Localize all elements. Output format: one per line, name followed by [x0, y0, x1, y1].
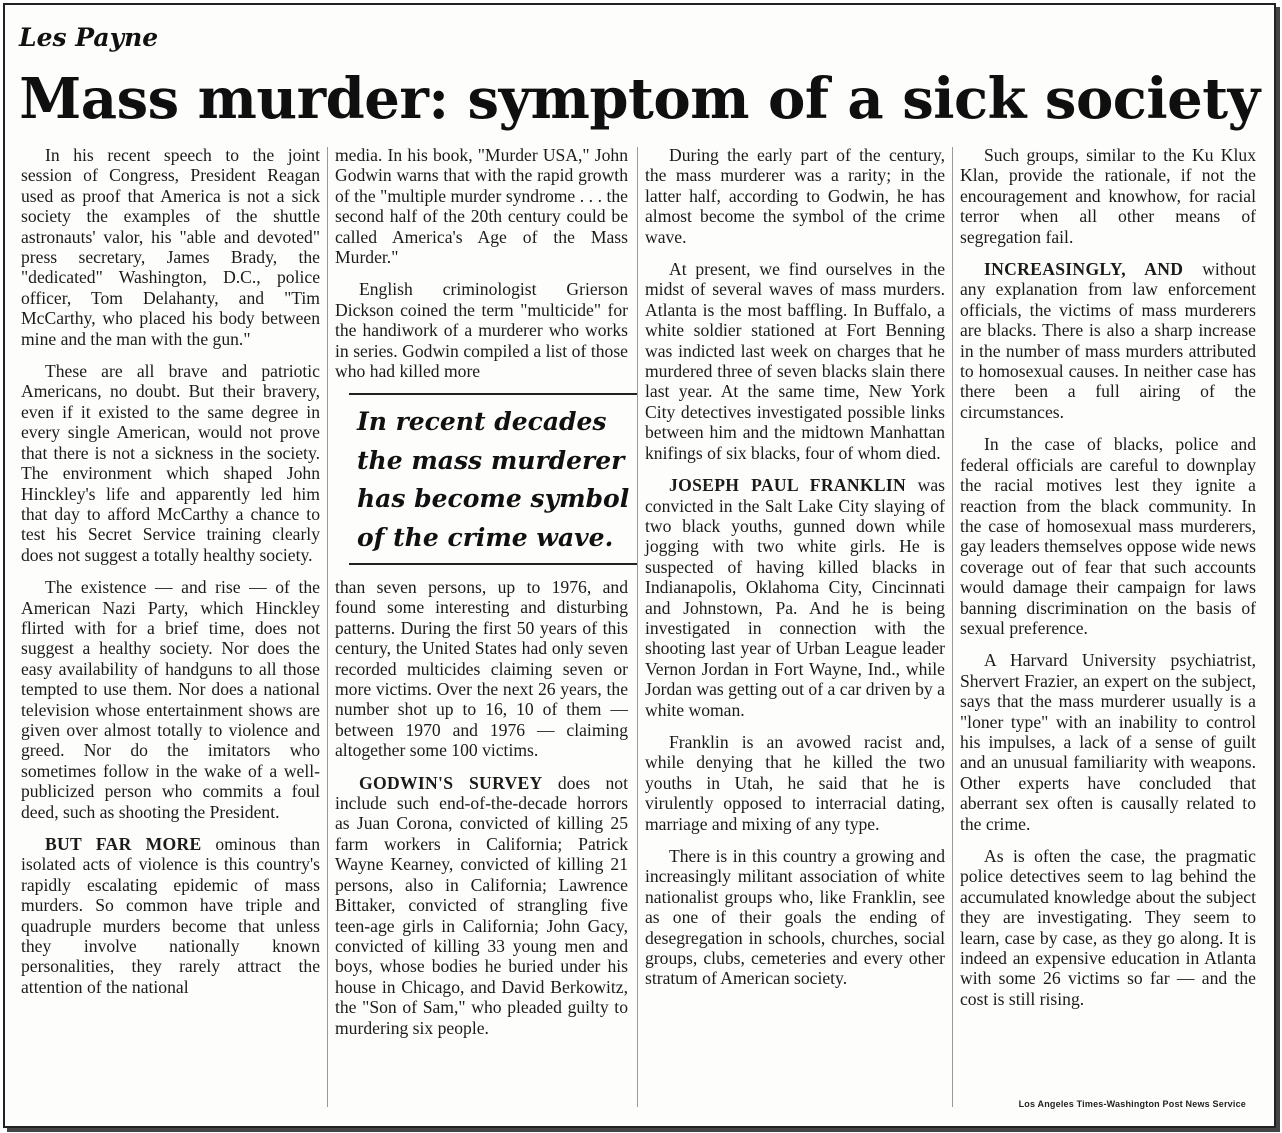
- paragraph-text: was convicted in the Salt Lake City slaying of two black youths, gunned down while jogging with two white girls. He is suspected of having killed blacks in Indianapolis, Oklahoma City, Cincinnati and Johnstown, Pa. And he is being investigated in connection with the shooting last year of Urban League leader Vernon Jordan in Fort Wayne, Ind., while Jordan was getting out of a car driven by a white woman.: [645, 475, 945, 720]
- paragraph: As is often the case, the pragmatic police detectives seem to lag behind the accumulated knowledge about the subject they are investigating. They seem to learn, case by case, as they go along. It is indeed an expensive education in Atlanta with some 26 victims so far — and the cost is still rising.: [960, 846, 1256, 1009]
- article-column-2-bottom: [335, 577, 628, 1038]
- subhead-lead: GODWIN'S SURVEY: [359, 772, 543, 793]
- paragraph: The existence — and rise — of the American Nazi Party, which Hinckley flirted with for a brief time, does not suggest a healthy society. Nor does the easy availability of handguns to all those tempted to use them. Nor does a national television whose entertainment shows are given over almost totally to violence and greed. Nor do the imitators who sometimes follow in the wake of a well-publicized person who commits a foul deed, such as shooting the President.: [21, 577, 320, 822]
- paragraph: [960, 259, 1256, 422]
- paragraph: At present, we find ourselves in the midst of several waves of mass murders. Atlanta is the most baffling. In Buffalo, a white soldier stationed at Fort Benning was indicted last week on charges that he murdered three of seven blacks slain there last year. At the same time, New York City detectives investigated possible links between him and the midtown Manhattan knifings of six blacks, four of whom died.: [645, 259, 945, 463]
- paragraph: During the early part of the century, the mass murderer was a rarity; in the latter half, according to Godwin, he has almost become the symbol of the crime wave.: [645, 145, 945, 247]
- paragraph: [335, 773, 628, 1038]
- paragraph: In his recent speech to the joint session of Congress, President Reagan used as proof that America is not a sick society the examples of the shuttle astronauts' valor, his "able and devoted" press secretary, James Brady, the "dedicated" Washington, D.C., police officer, Tom Delahanty, and "Tim McCarthy, who placed his body between mine and the man with the gun.": [21, 145, 320, 349]
- paragraph-text: does not include such end-of-the-decade horrors as Juan Corona, convicted of killing 25 farm workers in California; Patrick Wayne Kearney, convicted of killing 21 persons, also in California; Lawrence Bittaker, convicted of strangling five teen-age girls in California; John Gacy, convicted of killing 33 young men and boys, whose bodies he buried under his house in Chicago, and David Berkowitz, the "Son of Sam," who pleaded guilty to murdering six people.: [335, 772, 628, 1038]
- paragraph-text: without any explanation from law enforcement officials, the victims of mass murderers are blacks. There is also a sharp increase in the number of mass murders attributed to homosexual causes. In neither case has there been a full airing of the circumstances.: [960, 259, 1256, 422]
- column-rule: [952, 147, 953, 1107]
- article-column-1: [21, 145, 320, 997]
- wire-service-credit: Los Angeles Times-Washington Post News Service: [1018, 1099, 1246, 1109]
- paragraph: English criminologist Grierson Dickson coined the term "multicide" for the handiwork of a murderer who works in series. Godwin compiled a list of those who had killed more: [335, 279, 628, 382]
- paragraph-text: ominous than isolated acts of violence is this country's rapidly escalating epidemic of mass murders. So common have triple and quadruple murders become that unless they involve nationally known personalities, they rarely attract the attention of the national: [21, 834, 320, 997]
- paragraph: [21, 834, 320, 997]
- article-column-3: [645, 145, 945, 989]
- paragraph: Such groups, similar to the Ku Klux Klan, provide the rationale, if not the encouragement and knowhow, for racial terror when all other means of segregation fail.: [960, 145, 1256, 247]
- byline: Les Payne: [19, 23, 159, 52]
- paragraph: There is in this country a growing and increasingly militant association of white nationalist groups who, like Franklin, see as one of their goals the ending of desegregation in schools, churches, social groups, clubs, cemeteries and every other stratum of American society.: [645, 846, 945, 989]
- column-rule: [327, 147, 328, 1107]
- headline: Mass murder: symptom of a sick society: [19, 66, 1260, 132]
- paragraph: [645, 475, 945, 720]
- paragraph: media. In his book, "Murder USA," John Godwin warns that with the rapid growth of the "multiple murder syndrome . . . the second half of the 20th century could be called America's Age of the Mass Murder.": [335, 145, 628, 268]
- subhead-lead: JOSEPH PAUL FRANKLIN: [669, 475, 907, 496]
- newspaper-clipping: [3, 3, 1276, 1128]
- paragraph: than seven persons, up to 1976, and found some interesting and disturbing patterns. During the first 50 years of this century, the United States had only seven recorded multicides claiming seven or more victims. Over the next 26 years, the number shot up to 16, 10 of them — between 1970 and 1976 — claiming altogether some 100 victims.: [335, 577, 628, 761]
- pull-quote: In recent decades the mass murderer has become symbol of the crime wave.: [349, 393, 637, 565]
- paragraph: Franklin is an avowed racist and, while denying that he killed the two youths in Utah, he said that he is virulently opposed to interracial dating, marriage and mixing of any type.: [645, 731, 945, 834]
- article-column-2-top: [335, 145, 628, 381]
- paragraph: A Harvard University psychiatrist, Shervert Frazier, an expert on the subject, says that the mass murderer usually is a "loner type" with an inability to control his impulses, a lack of a sense of guilt and an unusual familiarity with weapons. Other experts have concluded that aberrant sex often is causally related to the crime.: [960, 650, 1256, 834]
- paragraph: In the case of blacks, police and federal officials are careful to downplay the racial motives lest they ignite a reaction from the black community. In the case of homosexual mass murderers, gay leaders themselves oppose wide news coverage out of fear that such accounts would damage their campaign for laws banning discrimination on the basis of sexual preference.: [960, 434, 1256, 638]
- subhead-lead: INCREASINGLY, AND: [984, 259, 1184, 280]
- subhead-lead: BUT FAR MORE: [45, 834, 202, 854]
- column-rule: [637, 147, 638, 1107]
- paragraph: These are all brave and patriotic Americans, no doubt. But their bravery, even if it existed to the same degree in every single American, would not prove that there is not a sickness in the society. The environment which shaped John Hinckley's life and apparently led him that day to afford McCarthy a chance to test his Secret Service training clearly does not suggest a totally healthy society.: [21, 361, 320, 565]
- article-column-4: [960, 145, 1256, 1009]
